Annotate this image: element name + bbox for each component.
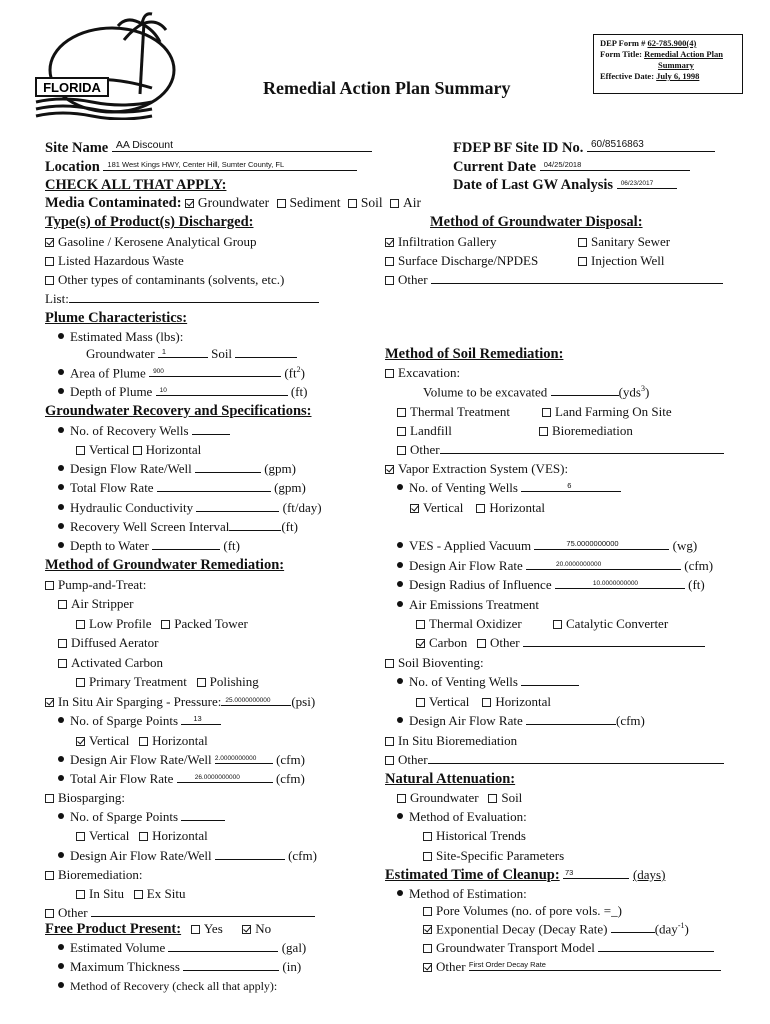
form-number: 62-785.900(4) (647, 38, 697, 48)
total-air-flow-field[interactable]: 26.0000000000 (177, 771, 273, 783)
bv-vertical-checkbox[interactable] (416, 698, 425, 707)
emissions-other-checkbox[interactable] (477, 639, 486, 648)
soil-other2-checkbox[interactable] (385, 756, 394, 765)
media-air-checkbox[interactable] (390, 199, 399, 208)
injection-well-checkbox[interactable] (578, 257, 587, 266)
media-soil-checkbox[interactable] (348, 199, 357, 208)
sanitary-checkbox[interactable] (578, 238, 587, 247)
land-farming-checkbox[interactable] (542, 408, 551, 417)
location-row: Location 181 West Kings HWY, Center Hill, Sumter County, FL (45, 159, 357, 176)
bullet-icon (397, 542, 403, 548)
form-info-box (593, 34, 743, 94)
bullet-icon (58, 427, 64, 433)
catalytic-converter-checkbox[interactable] (553, 620, 562, 629)
design-flow-field[interactable] (195, 461, 261, 473)
mass-gw-field[interactable]: 1 (158, 346, 208, 358)
hazardous-label: Listed Hazardous Waste (58, 253, 184, 268)
cleanup-other-checkbox[interactable] (423, 963, 432, 972)
bullet-icon (58, 523, 64, 529)
disposal-other-field[interactable] (431, 272, 723, 284)
surface-discharge-label: Surface Discharge/NPDES (398, 253, 539, 268)
in-situ-checkbox[interactable] (76, 890, 85, 899)
media-sediment-checkbox[interactable] (277, 199, 286, 208)
cleanup-time-field[interactable]: 73 (563, 867, 629, 879)
bullet-icon (397, 890, 403, 896)
bullet-icon (397, 562, 403, 568)
landfill-checkbox[interactable] (397, 427, 406, 436)
pump-treat-checkbox[interactable] (45, 581, 54, 590)
free-product-no-checkbox[interactable] (242, 925, 251, 934)
ves-vertical-checkbox[interactable] (410, 504, 419, 513)
bullet-icon (58, 813, 64, 819)
area-label: Area of Plume (70, 365, 146, 381)
site-specific-checkbox[interactable] (423, 852, 432, 861)
mass-soil-label: Soil (211, 346, 233, 361)
bullet-icon (397, 601, 403, 607)
gasoline-checkbox[interactable] (45, 238, 54, 247)
mass-gw-label: Groundwater (86, 346, 155, 361)
bullet-icon (58, 333, 64, 339)
cleanup-other-field[interactable]: First Order Decay Rate (469, 959, 721, 971)
bullet-icon (397, 581, 403, 587)
surface-discharge-checkbox[interactable] (385, 257, 394, 266)
bullet-icon (58, 369, 64, 375)
form-title-2: Summary (658, 60, 694, 70)
in-situ-bio-checkbox[interactable] (385, 737, 394, 746)
bullet-icon (58, 484, 64, 490)
primary-treatment-checkbox[interactable] (76, 678, 85, 687)
pore-volumes-checkbox[interactable] (423, 907, 432, 916)
air-stripper-checkbox[interactable] (58, 600, 67, 609)
total-flow-field[interactable] (157, 480, 271, 492)
hazardous-checkbox[interactable] (45, 257, 54, 266)
gw-remediation-other-field[interactable] (91, 905, 315, 917)
mass-soil-field[interactable] (235, 346, 297, 358)
form-title-1: Remedial Action Plan (644, 49, 723, 59)
ex-situ-checkbox[interactable] (134, 890, 143, 899)
bullet-icon (58, 982, 64, 988)
bio-design-air-field[interactable] (215, 848, 285, 860)
free-product-yes-checkbox[interactable] (191, 925, 200, 934)
decay-rate-field[interactable] (611, 921, 655, 933)
gw-disposal-heading: Method of Groundwater Disposal: (430, 214, 643, 230)
screen-interval-field[interactable] (229, 519, 281, 531)
bullet-icon (397, 813, 403, 819)
venting-wells-field[interactable]: 6 (521, 480, 621, 492)
media-row: Media Contaminated: Groundwater Sediment Soil Air (45, 195, 422, 211)
disposal-other-label: Other (398, 272, 428, 287)
bioremediation-checkbox[interactable] (45, 871, 54, 880)
soil-other-field[interactable] (440, 442, 724, 454)
sparge-vertical-checkbox[interactable] (76, 737, 85, 746)
bullet-icon (58, 465, 64, 471)
bullet-icon (58, 542, 64, 548)
sparging-pressure-field[interactable]: 25.0000000000 (221, 694, 291, 706)
last-gw-field[interactable]: 06/23/2017 (617, 177, 677, 189)
site-id-row: FDEP BF Site ID No. 60/8516863 (453, 140, 715, 157)
emissions-other-field[interactable] (523, 635, 705, 647)
bullet-icon (58, 852, 64, 858)
mass-label: Estimated Mass (lbs): (70, 329, 184, 344)
bullet-icon (58, 717, 64, 723)
carbon-checkbox[interactable] (416, 639, 425, 648)
conductivity-field[interactable] (196, 500, 279, 512)
ves-air-flow-field[interactable]: 20.0000000000 (526, 558, 681, 570)
biosparging-checkbox[interactable] (45, 794, 54, 803)
soil-other2-field[interactable] (428, 752, 724, 764)
area-field[interactable]: 900 (149, 365, 281, 377)
excavation-volume-field[interactable] (551, 384, 619, 396)
infiltration-checkbox[interactable] (385, 238, 394, 247)
activated-carbon-checkbox[interactable] (58, 659, 67, 668)
design-air-flow-field[interactable]: 2.0000000000 (215, 752, 273, 764)
soil-remediation-heading: Method of Soil Remediation: (385, 346, 564, 362)
depth-label: Depth of Plume (70, 384, 153, 399)
bioventing-checkbox[interactable] (385, 659, 394, 668)
depth-water-field[interactable] (152, 538, 220, 550)
transport-model-checkbox[interactable] (423, 944, 432, 953)
diffused-aerator-checkbox[interactable] (58, 639, 67, 648)
recovery-method-label: Method of Recovery (check all that apply): (70, 979, 278, 993)
page-title: Remedial Action Plan Summary (263, 78, 511, 98)
polishing-checkbox[interactable] (197, 678, 206, 687)
bullet-icon (58, 756, 64, 762)
volume-field[interactable] (168, 940, 278, 952)
bullet-icon (397, 717, 403, 723)
recovery-horizontal-checkbox[interactable] (133, 446, 142, 455)
bullet-icon (397, 484, 403, 490)
low-profile-checkbox[interactable] (76, 620, 85, 629)
bio-vertical-checkbox[interactable] (76, 832, 85, 841)
other-contaminants-checkbox[interactable] (45, 276, 54, 285)
radius-field[interactable]: 10.0000000000 (555, 577, 685, 589)
ves-horizontal-checkbox[interactable] (476, 504, 485, 513)
soil-bioremediation-checkbox[interactable] (539, 427, 548, 436)
check-all-label: CHECK ALL THAT APPLY: (45, 177, 227, 193)
current-date-row: Current Date 04/25/2018 (453, 159, 690, 176)
bv-air-flow-field[interactable] (526, 713, 616, 725)
location-field[interactable]: 181 West Kings HWY, Center Hill, Sumter County, FL (103, 159, 357, 171)
sanitary-label: Sanitary Sewer (591, 234, 671, 249)
sparge-points-field[interactable]: 13 (181, 713, 221, 725)
list-field[interactable] (69, 291, 319, 303)
thickness-field[interactable] (183, 959, 279, 971)
packed-tower-checkbox[interactable] (161, 620, 170, 629)
bullet-icon (397, 678, 403, 684)
last-gw-row: Date of Last GW Analysis 06/23/2017 (453, 177, 677, 194)
effective-date: July 6, 1998 (656, 71, 700, 81)
bv-horizontal-checkbox[interactable] (482, 698, 491, 707)
bullet-icon (58, 504, 64, 510)
recovery-vertical-checkbox[interactable] (76, 446, 85, 455)
bullet-icon (58, 775, 64, 781)
gw-recovery-heading: Groundwater Recovery and Specifications: (45, 403, 312, 419)
natural-attenuation-heading: Natural Attenuation: (385, 771, 516, 787)
disposal-other-checkbox[interactable] (385, 276, 394, 285)
free-product-label: Free Product Present: (45, 921, 182, 937)
cleanup-heading: Estimated Time of Cleanup: (385, 867, 560, 883)
depth-field[interactable]: 10 (156, 384, 288, 396)
site-name-field[interactable]: AA Discount (112, 140, 372, 152)
applied-vacuum-field[interactable]: 75.0000000000 (534, 538, 669, 550)
bullet-icon (58, 944, 64, 950)
sparge-horizontal-checkbox[interactable] (139, 737, 148, 746)
florida-logo (32, 10, 182, 120)
gw-remediation-other-checkbox[interactable] (45, 909, 54, 918)
thermal-oxidizer-checkbox[interactable] (416, 620, 425, 629)
bio-sparge-points-field[interactable] (181, 809, 225, 821)
list-label: List: (45, 291, 69, 306)
bio-horizontal-checkbox[interactable] (139, 832, 148, 841)
effective-date-label: Effective Date: (600, 71, 655, 81)
site-id-field[interactable]: 60/8516863 (587, 140, 715, 152)
media-groundwater-checkbox[interactable] (185, 199, 194, 208)
exponential-decay-checkbox[interactable] (423, 925, 432, 934)
bullet-icon (58, 963, 64, 969)
gw-remediation-heading: Method of Groundwater Remediation: (45, 557, 285, 573)
recovery-wells-field[interactable] (192, 423, 230, 435)
historical-trends-checkbox[interactable] (423, 832, 432, 841)
bv-wells-field[interactable] (521, 674, 579, 686)
thermal-treatment-checkbox[interactable] (397, 408, 406, 417)
injection-well-label: Injection Well (591, 253, 665, 268)
current-date-field[interactable]: 04/25/2018 (540, 159, 690, 171)
other-contaminants-label: Other types of contaminants (solvents, etc.) (58, 272, 285, 287)
site-name-row: Site Name AA Discount (45, 140, 372, 157)
plume-heading: Plume Characteristics: (45, 310, 188, 326)
na-groundwater-checkbox[interactable] (397, 794, 406, 803)
logo-text: FLORIDA (43, 80, 101, 95)
na-soil-checkbox[interactable] (488, 794, 497, 803)
ves-checkbox[interactable] (385, 465, 394, 474)
air-sparging-checkbox[interactable] (45, 698, 54, 707)
transport-model-field[interactable] (598, 940, 714, 952)
form-number-label: DEP Form # (600, 38, 646, 48)
soil-other-checkbox[interactable] (397, 446, 406, 455)
form-title-label: Form Title: (600, 49, 642, 59)
bullet-icon (58, 388, 64, 394)
excavation-checkbox[interactable] (385, 369, 394, 378)
products-heading: Type(s) of Product(s) Discharged: (45, 214, 254, 230)
gasoline-label: Gasoline / Kerosene Analytical Group (58, 234, 257, 249)
infiltration-label: Infiltration Gallery (398, 234, 497, 249)
